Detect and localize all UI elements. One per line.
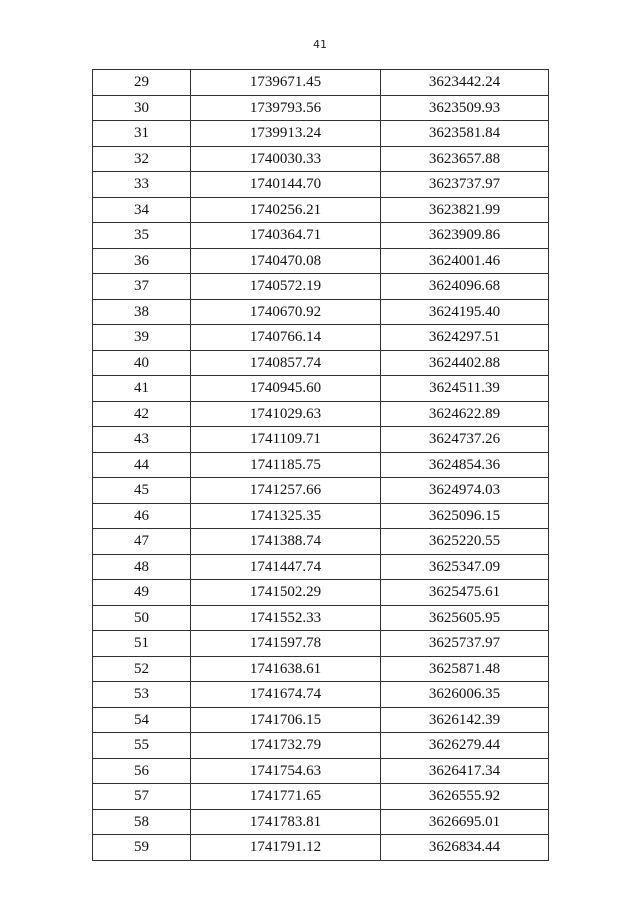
x-coordinate-cell: 1741783.81 <box>191 809 381 835</box>
point-number-cell: 55 <box>93 733 191 759</box>
point-number-cell: 59 <box>93 835 191 861</box>
y-coordinate-cell: 3625347.09 <box>381 554 549 580</box>
x-coordinate-cell: 1740945.60 <box>191 376 381 402</box>
x-coordinate-cell: 1740256.21 <box>191 197 381 223</box>
point-number-cell: 56 <box>93 758 191 784</box>
table-row <box>93 733 549 759</box>
table-row <box>93 707 549 733</box>
y-coordinate-cell: 3623581.84 <box>381 121 549 147</box>
table-row <box>93 529 549 555</box>
x-coordinate-cell: 1740364.71 <box>191 223 381 249</box>
table-row <box>93 758 549 784</box>
table-row <box>93 452 549 478</box>
point-number-cell: 31 <box>93 121 191 147</box>
x-coordinate-cell: 1741552.33 <box>191 605 381 631</box>
x-coordinate-cell: 1741597.78 <box>191 631 381 657</box>
y-coordinate-cell: 3624195.40 <box>381 299 549 325</box>
point-number-cell: 37 <box>93 274 191 300</box>
y-coordinate-cell: 3623657.88 <box>381 146 549 172</box>
table-row <box>93 427 549 453</box>
table-row <box>93 350 549 376</box>
x-coordinate-cell: 1741771.65 <box>191 784 381 810</box>
point-number-cell: 34 <box>93 197 191 223</box>
y-coordinate-cell: 3624737.26 <box>381 427 549 453</box>
y-coordinate-cell: 3626006.35 <box>381 682 549 708</box>
table-row <box>93 835 549 861</box>
x-coordinate-cell: 1741502.29 <box>191 580 381 606</box>
x-coordinate-cell: 1740470.08 <box>191 248 381 274</box>
point-number-cell: 47 <box>93 529 191 555</box>
table-row <box>93 70 549 96</box>
y-coordinate-cell: 3623821.99 <box>381 197 549 223</box>
y-coordinate-cell: 3626695.01 <box>381 809 549 835</box>
table-row <box>93 172 549 198</box>
table-row <box>93 223 549 249</box>
point-number-cell: 33 <box>93 172 191 198</box>
table-row <box>93 401 549 427</box>
x-coordinate-cell: 1740766.14 <box>191 325 381 351</box>
x-coordinate-cell: 1741185.75 <box>191 452 381 478</box>
table-row <box>93 376 549 402</box>
y-coordinate-cell: 3626279.44 <box>381 733 549 759</box>
y-coordinate-cell: 3623509.93 <box>381 95 549 121</box>
x-coordinate-cell: 1740030.33 <box>191 146 381 172</box>
coordinate-table <box>92 69 549 861</box>
y-coordinate-cell: 3624974.03 <box>381 478 549 504</box>
point-number-cell: 49 <box>93 580 191 606</box>
point-number-cell: 41 <box>93 376 191 402</box>
x-coordinate-cell: 1741447.74 <box>191 554 381 580</box>
table-row <box>93 605 549 631</box>
x-coordinate-cell: 1741706.15 <box>191 707 381 733</box>
y-coordinate-cell: 3626555.92 <box>381 784 549 810</box>
x-coordinate-cell: 1741791.12 <box>191 835 381 861</box>
x-coordinate-cell: 1740572.19 <box>191 274 381 300</box>
y-coordinate-cell: 3623737.97 <box>381 172 549 198</box>
x-coordinate-cell: 1741325.35 <box>191 503 381 529</box>
x-coordinate-cell: 1739671.45 <box>191 70 381 96</box>
table-row <box>93 121 549 147</box>
point-number-cell: 57 <box>93 784 191 810</box>
y-coordinate-cell: 3625737.97 <box>381 631 549 657</box>
coordinate-table-body <box>93 70 549 861</box>
x-coordinate-cell: 1739793.56 <box>191 95 381 121</box>
point-number-cell: 50 <box>93 605 191 631</box>
table-row <box>93 631 549 657</box>
point-number-cell: 40 <box>93 350 191 376</box>
y-coordinate-cell: 3624854.36 <box>381 452 549 478</box>
table-row <box>93 146 549 172</box>
x-coordinate-cell: 1741674.74 <box>191 682 381 708</box>
table-row <box>93 95 549 121</box>
x-coordinate-cell: 1740670.92 <box>191 299 381 325</box>
table-row <box>93 682 549 708</box>
point-number-cell: 51 <box>93 631 191 657</box>
point-number-cell: 32 <box>93 146 191 172</box>
table-row <box>93 809 549 835</box>
y-coordinate-cell: 3623909.86 <box>381 223 549 249</box>
table-row <box>93 580 549 606</box>
table-row <box>93 478 549 504</box>
x-coordinate-cell: 1740857.74 <box>191 350 381 376</box>
page-number: 41 <box>313 38 327 51</box>
y-coordinate-cell: 3624001.46 <box>381 248 549 274</box>
y-coordinate-cell: 3624622.89 <box>381 401 549 427</box>
point-number-cell: 52 <box>93 656 191 682</box>
point-number-cell: 54 <box>93 707 191 733</box>
x-coordinate-cell: 1741754.63 <box>191 758 381 784</box>
table-row <box>93 784 549 810</box>
point-number-cell: 35 <box>93 223 191 249</box>
y-coordinate-cell: 3625605.95 <box>381 605 549 631</box>
table-row <box>93 325 549 351</box>
y-coordinate-cell: 3625475.61 <box>381 580 549 606</box>
point-number-cell: 36 <box>93 248 191 274</box>
point-number-cell: 38 <box>93 299 191 325</box>
table-row <box>93 299 549 325</box>
table-row <box>93 554 549 580</box>
point-number-cell: 48 <box>93 554 191 580</box>
point-number-cell: 45 <box>93 478 191 504</box>
point-number-cell: 53 <box>93 682 191 708</box>
x-coordinate-cell: 1741732.79 <box>191 733 381 759</box>
y-coordinate-cell: 3625220.55 <box>381 529 549 555</box>
y-coordinate-cell: 3626417.34 <box>381 758 549 784</box>
y-coordinate-cell: 3625096.15 <box>381 503 549 529</box>
y-coordinate-cell: 3625871.48 <box>381 656 549 682</box>
point-number-cell: 30 <box>93 95 191 121</box>
point-number-cell: 42 <box>93 401 191 427</box>
y-coordinate-cell: 3623442.24 <box>381 70 549 96</box>
point-number-cell: 43 <box>93 427 191 453</box>
y-coordinate-cell: 3624511.39 <box>381 376 549 402</box>
table-row <box>93 248 549 274</box>
x-coordinate-cell: 1739913.24 <box>191 121 381 147</box>
x-coordinate-cell: 1741388.74 <box>191 529 381 555</box>
x-coordinate-cell: 1741638.61 <box>191 656 381 682</box>
point-number-cell: 44 <box>93 452 191 478</box>
y-coordinate-cell: 3624096.68 <box>381 274 549 300</box>
table-row <box>93 197 549 223</box>
x-coordinate-cell: 1741257.66 <box>191 478 381 504</box>
y-coordinate-cell: 3626834.44 <box>381 835 549 861</box>
table-row <box>93 503 549 529</box>
x-coordinate-cell: 1741109.71 <box>191 427 381 453</box>
point-number-cell: 39 <box>93 325 191 351</box>
y-coordinate-cell: 3624297.51 <box>381 325 549 351</box>
point-number-cell: 46 <box>93 503 191 529</box>
y-coordinate-cell: 3626142.39 <box>381 707 549 733</box>
point-number-cell: 29 <box>93 70 191 96</box>
table-row <box>93 274 549 300</box>
table-row <box>93 656 549 682</box>
y-coordinate-cell: 3624402.88 <box>381 350 549 376</box>
x-coordinate-cell: 1740144.70 <box>191 172 381 198</box>
point-number-cell: 58 <box>93 809 191 835</box>
x-coordinate-cell: 1741029.63 <box>191 401 381 427</box>
